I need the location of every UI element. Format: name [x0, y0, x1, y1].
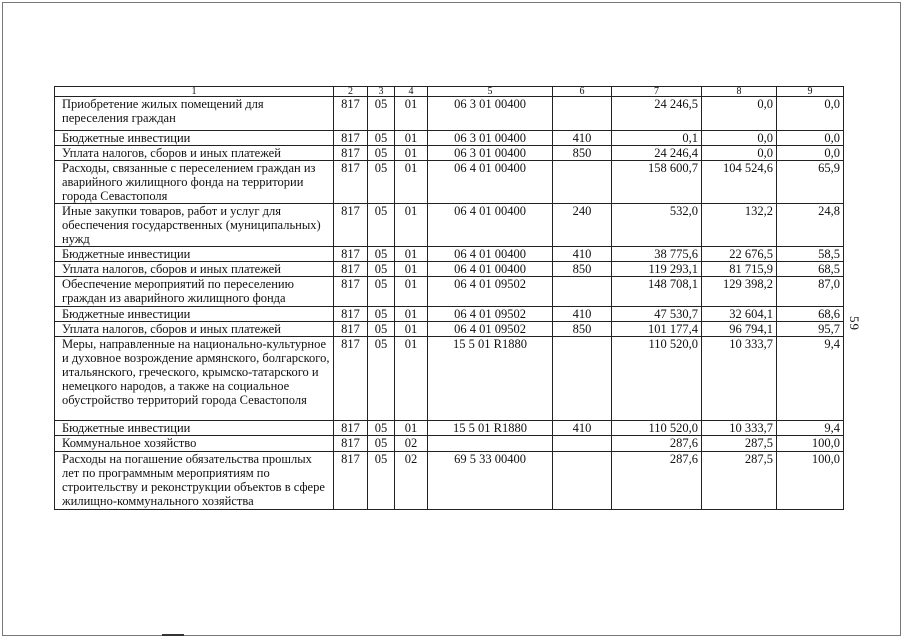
execution-percent: 0,0 — [777, 131, 844, 146]
executed-amount: 104 524,6 — [702, 161, 777, 204]
subsection-code: 02 — [395, 452, 428, 510]
table-row — [55, 204, 844, 247]
table-body — [55, 87, 844, 510]
admin-code: 817 — [334, 161, 368, 204]
admin-code: 817 — [334, 277, 368, 307]
table-row — [55, 262, 844, 277]
column-number: 8 — [702, 87, 777, 97]
subsection-code: 01 — [395, 307, 428, 322]
expense-type-code — [553, 337, 612, 421]
planned-amount: 38 775,6 — [612, 247, 702, 262]
column-number: 6 — [553, 87, 612, 97]
column-number: 7 — [612, 87, 702, 97]
target-article-code: 06 4 01 09502 — [428, 307, 553, 322]
executed-amount: 81 715,9 — [702, 262, 777, 277]
row-name: Бюджетные инвестиции — [55, 307, 334, 322]
section-code: 05 — [368, 247, 395, 262]
row-name: Приобретение жилых помещений для переселения граждан — [55, 97, 334, 131]
executed-amount: 287,5 — [702, 436, 777, 452]
page-number: 59 — [847, 316, 862, 331]
planned-amount: 0,1 — [612, 131, 702, 146]
section-code: 05 — [368, 97, 395, 131]
admin-code: 817 — [334, 262, 368, 277]
table-row — [55, 307, 844, 322]
expense-type-code: 410 — [553, 131, 612, 146]
planned-amount: 47 530,7 — [612, 307, 702, 322]
table-row — [55, 277, 844, 307]
section-code: 05 — [368, 277, 395, 307]
planned-amount: 110 520,0 — [612, 337, 702, 421]
subsection-code: 01 — [395, 337, 428, 421]
expense-type-code — [553, 161, 612, 204]
row-name: Расходы на погашение обязательства прошлых лет по программным мероприятиям по строительству и реконструкции объектов в сфере жилищно-коммунального хозяйства — [55, 452, 334, 510]
expense-type-code — [553, 97, 612, 131]
column-number: 2 — [334, 87, 368, 97]
target-article-code: 06 4 01 09502 — [428, 277, 553, 307]
execution-percent: 95,7 — [777, 322, 844, 337]
executed-amount: 132,2 — [702, 204, 777, 247]
planned-amount: 24 246,4 — [612, 146, 702, 161]
table-row — [55, 161, 844, 204]
subsection-code: 01 — [395, 204, 428, 247]
expense-type-code: 410 — [553, 421, 612, 436]
row-name: Коммунальное хозяйство — [55, 436, 334, 452]
row-name: Расходы, связанные с переселением граждан из аварийного жилищного фонда на территории города Севастополя — [55, 161, 334, 204]
column-number: 4 — [395, 87, 428, 97]
planned-amount: 24 246,5 — [612, 97, 702, 131]
table-row — [55, 97, 844, 131]
section-code: 05 — [368, 262, 395, 277]
planned-amount: 110 520,0 — [612, 421, 702, 436]
target-article-code: 06 4 01 00400 — [428, 204, 553, 247]
table-row — [55, 421, 844, 436]
subsection-code: 01 — [395, 421, 428, 436]
row-name: Бюджетные инвестиции — [55, 131, 334, 146]
expense-type-code: 240 — [553, 204, 612, 247]
executed-amount: 129 398,2 — [702, 277, 777, 307]
column-number-row — [55, 87, 844, 97]
execution-percent: 24,8 — [777, 204, 844, 247]
section-code: 05 — [368, 436, 395, 452]
admin-code: 817 — [334, 337, 368, 421]
planned-amount: 287,6 — [612, 452, 702, 510]
target-article-code: 06 4 01 00400 — [428, 161, 553, 204]
planned-amount: 148 708,1 — [612, 277, 702, 307]
execution-percent: 68,6 — [777, 307, 844, 322]
executed-amount: 0,0 — [702, 97, 777, 131]
subsection-code: 01 — [395, 131, 428, 146]
subsection-code: 01 — [395, 247, 428, 262]
target-article-code: 69 5 33 00400 — [428, 452, 553, 510]
executed-amount: 32 604,1 — [702, 307, 777, 322]
execution-percent: 9,4 — [777, 421, 844, 436]
target-article-code — [428, 436, 553, 452]
column-number: 5 — [428, 87, 553, 97]
executed-amount: 0,0 — [702, 131, 777, 146]
planned-amount: 287,6 — [612, 436, 702, 452]
execution-percent: 9,4 — [777, 337, 844, 421]
section-code: 05 — [368, 131, 395, 146]
execution-percent: 65,9 — [777, 161, 844, 204]
table-row — [55, 247, 844, 262]
table-row — [55, 131, 844, 146]
row-name: Уплата налогов, сборов и иных платежей — [55, 262, 334, 277]
subsection-code: 01 — [395, 161, 428, 204]
row-name: Бюджетные инвестиции — [55, 421, 334, 436]
target-article-code: 06 3 01 00400 — [428, 131, 553, 146]
planned-amount: 532,0 — [612, 204, 702, 247]
section-code: 05 — [368, 307, 395, 322]
table-row — [55, 436, 844, 452]
planned-amount: 101 177,4 — [612, 322, 702, 337]
target-article-code: 06 4 01 00400 — [428, 262, 553, 277]
section-code: 05 — [368, 322, 395, 337]
admin-code: 817 — [334, 131, 368, 146]
section-code: 05 — [368, 161, 395, 204]
expense-type-code: 850 — [553, 146, 612, 161]
target-article-code: 06 3 01 00400 — [428, 146, 553, 161]
admin-code: 817 — [334, 247, 368, 262]
executed-amount: 22 676,5 — [702, 247, 777, 262]
expense-type-code: 410 — [553, 247, 612, 262]
scan-mark — [162, 634, 184, 636]
execution-percent: 68,5 — [777, 262, 844, 277]
executed-amount: 0,0 — [702, 146, 777, 161]
target-article-code: 06 3 01 00400 — [428, 97, 553, 131]
table-row — [55, 452, 844, 510]
subsection-code: 01 — [395, 262, 428, 277]
expense-type-code — [553, 452, 612, 510]
section-code: 05 — [368, 421, 395, 436]
target-article-code: 06 4 01 09502 — [428, 322, 553, 337]
subsection-code: 02 — [395, 436, 428, 452]
executed-amount: 96 794,1 — [702, 322, 777, 337]
column-number: 9 — [777, 87, 844, 97]
table-row — [55, 146, 844, 161]
planned-amount: 158 600,7 — [612, 161, 702, 204]
table-row — [55, 337, 844, 421]
executed-amount: 10 333,7 — [702, 421, 777, 436]
admin-code: 817 — [334, 204, 368, 247]
row-name: Обеспечение мероприятий по переселению граждан из аварийного жилищного фонда — [55, 277, 334, 307]
budget-table — [54, 86, 844, 510]
row-name: Меры, направленные на национально-культурное и духовное возрождение армянского, болгарского, итальянского, греческого, крымско-татарского и немецкого народов, а также на социальное обустройство территорий города Севастополя — [55, 337, 334, 421]
row-name: Иные закупки товаров, работ и услуг для обеспечения государственных (муниципальных) нужд — [55, 204, 334, 247]
subsection-code: 01 — [395, 146, 428, 161]
planned-amount: 119 293,1 — [612, 262, 702, 277]
section-code: 05 — [368, 204, 395, 247]
expense-type-code: 850 — [553, 322, 612, 337]
subsection-code: 01 — [395, 322, 428, 337]
expense-type-code — [553, 277, 612, 307]
admin-code: 817 — [334, 421, 368, 436]
executed-amount: 10 333,7 — [702, 337, 777, 421]
subsection-code: 01 — [395, 97, 428, 131]
executed-amount: 287,5 — [702, 452, 777, 510]
expense-type-code — [553, 436, 612, 452]
execution-percent: 0,0 — [777, 146, 844, 161]
execution-percent: 100,0 — [777, 452, 844, 510]
execution-percent: 0,0 — [777, 97, 844, 131]
row-name: Бюджетные инвестиции — [55, 247, 334, 262]
table-row — [55, 322, 844, 337]
section-code: 05 — [368, 452, 395, 510]
target-article-code: 15 5 01 R1880 — [428, 421, 553, 436]
execution-percent: 100,0 — [777, 436, 844, 452]
target-article-code: 06 4 01 00400 — [428, 247, 553, 262]
expense-type-code: 850 — [553, 262, 612, 277]
subsection-code: 01 — [395, 277, 428, 307]
column-number: 3 — [368, 87, 395, 97]
section-code: 05 — [368, 146, 395, 161]
section-code: 05 — [368, 337, 395, 421]
admin-code: 817 — [334, 146, 368, 161]
row-name: Уплата налогов, сборов и иных платежей — [55, 322, 334, 337]
execution-percent: 58,5 — [777, 247, 844, 262]
column-number: 1 — [55, 87, 334, 97]
row-name: Уплата налогов, сборов и иных платежей — [55, 146, 334, 161]
admin-code: 817 — [334, 97, 368, 131]
execution-percent: 87,0 — [777, 277, 844, 307]
admin-code: 817 — [334, 452, 368, 510]
admin-code: 817 — [334, 307, 368, 322]
expense-type-code: 410 — [553, 307, 612, 322]
admin-code: 817 — [334, 436, 368, 452]
target-article-code: 15 5 01 R1880 — [428, 337, 553, 421]
admin-code: 817 — [334, 322, 368, 337]
